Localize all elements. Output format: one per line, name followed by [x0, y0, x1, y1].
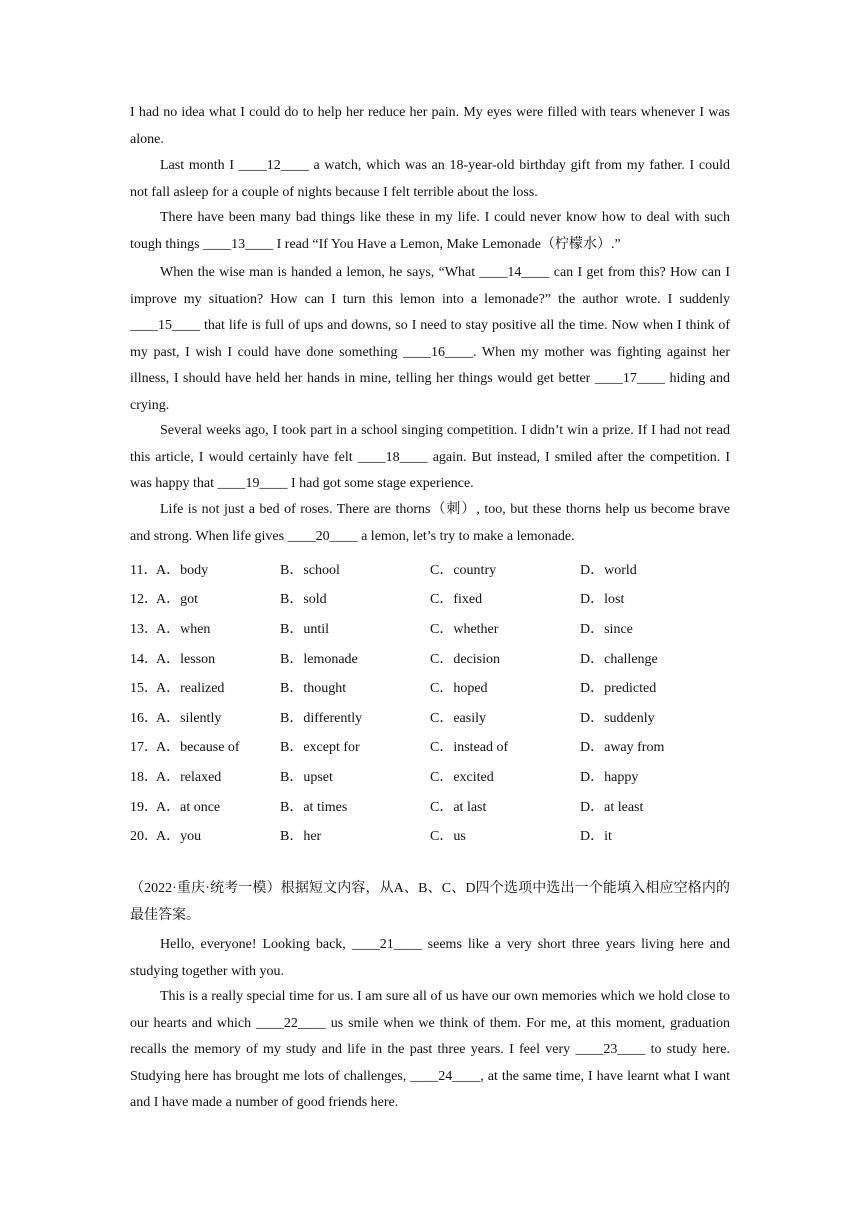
question-number: 11．	[130, 562, 158, 578]
option-d: D．predicted	[580, 681, 657, 697]
option-c: C．easily	[430, 710, 486, 726]
option-b: B．at times	[280, 799, 348, 815]
option-c: C．at last	[430, 799, 487, 815]
passage-paragraph: This is a really special time for us. I am sure all of us have our own memories which we hold close to our hearts and which ____22____ us smile when we think of them. For me, at this moment, graduation recalls the memory of my study and life in the past three years. I feel very ____23____ to study here. Studying here has brought me lots of challenges, ____24____, at the same time, I have learnt what I want and I have made a number of good friends here.	[130, 989, 730, 1110]
option-a: A．because of	[156, 740, 240, 756]
option-c: C．instead of	[430, 740, 509, 756]
option-d: D．since	[580, 621, 633, 637]
question-number: 12．	[130, 592, 158, 608]
option-d: D．world	[580, 562, 637, 578]
option-c: C．decision	[430, 651, 500, 667]
passage-paragraph: Life is not just a bed of roses. There are thorns（刺）, too, but these thorns help us become brave and strong. When life gives ____20____ a lemon, let’s try to make a lemonade.	[130, 502, 730, 544]
option-b: B．except for	[280, 740, 360, 756]
question-number: 18．	[130, 769, 158, 785]
option-b: B．lemonade	[280, 651, 358, 667]
question-row	[130, 702, 730, 732]
option-a: A．when	[156, 621, 211, 637]
question-row	[130, 672, 730, 702]
option-b: B．sold	[280, 592, 327, 608]
option-a: A．you	[156, 829, 202, 845]
option-d: D．challenge	[580, 651, 658, 667]
option-d: D．lost	[580, 592, 625, 608]
question-number: 14．	[130, 651, 158, 667]
question-number: 16．	[130, 710, 158, 726]
passage-paragraph: Several weeks ago, I took part in a school singing competition. I didn’t win a prize. If I had not read this article, I would certainly have felt ____18____ again. But instead, I smiled after the competition. I was happy that ____19____ I had got some stage experience.	[130, 423, 730, 491]
passage-paragraph: Last month I ____12____ a watch, which was an 18-year-old birthday gift from my father. I could not fall asleep for a couple of nights because I felt terrible about the loss.	[130, 158, 730, 200]
option-b: B．her	[280, 829, 322, 845]
option-c: C．fixed	[430, 592, 483, 608]
question-row	[130, 554, 730, 584]
question-row	[130, 643, 730, 673]
question-number: 17．	[130, 740, 158, 756]
option-d: D．at least	[580, 799, 644, 815]
answer-options-list	[130, 554, 730, 850]
question-row	[130, 761, 730, 791]
option-a: A．at once	[156, 799, 221, 815]
option-c: C．country	[430, 562, 497, 578]
question-number: 13．	[130, 621, 158, 637]
question-row	[130, 584, 730, 614]
question-number: 15．	[130, 681, 158, 697]
option-b: B．thought	[280, 681, 347, 697]
passage-paragraph: There have been many bad things like these in my life. I could never know how to deal with such tough things ____13____ I read “If You Have a Lemon, Make Lemonade（柠檬水）.”	[130, 210, 730, 252]
passage-paragraph: Hello, everyone! Looking back, ____21____ seems like a very short three years living here and studying together with you.	[130, 937, 730, 979]
option-d: D．away from	[580, 740, 665, 756]
question-number: 20．	[130, 829, 158, 845]
question-number: 19．	[130, 799, 158, 815]
option-c: C．hoped	[430, 681, 488, 697]
passage-paragraph: When the wise man is handed a lemon, he says, “What ____14____ can I get from this? How can I improve my situation? How can I turn this lemon into a lemonade?” the author wrote. I suddenly ____15____ that life is full of ups and downs, so I need to stay positive all the time. Now when I think of my past, I wish I could have done something ____16____. When my mother was fighting against her illness, I should have held her hands in mine, telling her things would get better ____17____ hiding and crying.	[130, 265, 730, 413]
option-a: A．relaxed	[156, 769, 222, 785]
question-row	[130, 732, 730, 762]
option-b: B．until	[280, 621, 330, 637]
option-a: A．silently	[156, 710, 222, 726]
option-b: B．upset	[280, 769, 333, 785]
option-a: A．lesson	[156, 651, 216, 667]
option-c: C．excited	[430, 769, 494, 785]
section-instruction: （2022·重庆·统考一模）根据短文内容，从A、B、C、D四个选项中选出一个能填入相应空格内的最佳答案。	[130, 881, 730, 923]
option-c: C．whether	[430, 621, 499, 637]
option-d: D．happy	[580, 769, 639, 785]
option-a: A．body	[156, 562, 209, 578]
option-a: A．realized	[156, 681, 225, 697]
option-c: C．us	[430, 829, 466, 845]
passage-paragraph: I had no idea what I could do to help her reduce her pain. My eyes were filled with tears whenever I was alone.	[130, 105, 730, 147]
question-row	[130, 791, 730, 821]
option-b: B．differently	[280, 710, 363, 726]
question-row	[130, 613, 730, 643]
option-d: D．it	[580, 829, 612, 845]
option-a: A．got	[156, 592, 198, 608]
question-row	[130, 820, 730, 850]
option-b: B．school	[280, 562, 340, 578]
option-d: D．suddenly	[580, 710, 655, 726]
